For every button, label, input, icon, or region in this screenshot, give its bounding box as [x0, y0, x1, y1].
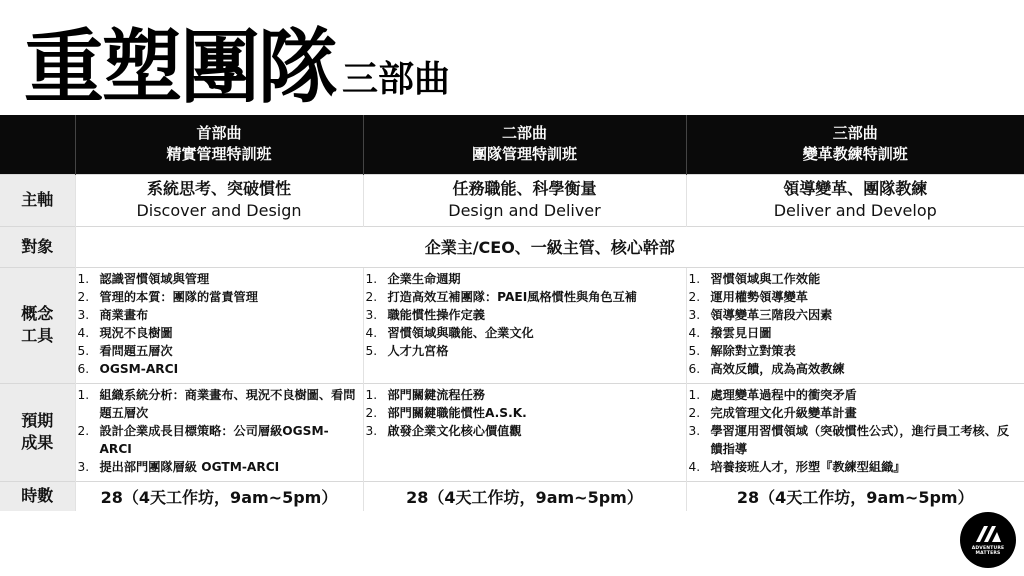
axis-cell-1: 系統思考、突破慣性 Discover and Design [75, 174, 363, 226]
list-item-number: 4. [688, 325, 701, 340]
program-comparison-table [0, 115, 1024, 511]
list-item-text: 處理變革過程中的衝突矛盾 [710, 387, 857, 402]
list-item-number: 1. [688, 271, 701, 286]
list-item-number: 3. [688, 307, 701, 322]
list-item [76, 342, 363, 360]
list-item-text: 職能慣性操作定義 [387, 307, 485, 322]
list-item [76, 324, 363, 342]
list-item-number: 2. [77, 423, 90, 438]
list-item-number: 5. [77, 343, 90, 358]
list-item-text: 習慣領域與工作效能 [710, 271, 821, 286]
axis-cell-2: 任務職能、科學衡量 Design and Deliver [363, 174, 686, 226]
list-item-text: 設計企業成長目標策略：公司層級OGSM-ARCI [99, 423, 329, 456]
row-label-hours: 時數 [0, 481, 75, 511]
concept-cell-1 [75, 267, 363, 383]
list-item [76, 386, 363, 422]
list-item-text: 組織系統分析：商業畫布、現況不良樹圖、看問題五層次 [99, 387, 356, 420]
list-item-number: 6. [77, 361, 90, 376]
table-row-hours [0, 481, 1024, 511]
list-item-text: 企業生命週期 [387, 271, 461, 286]
list-item-text: 提出部門團隊層級 OGTM-ARCI [99, 459, 280, 474]
result-cell-1 [75, 383, 363, 481]
list-item [364, 404, 686, 422]
list-item-text: 培養接班人才，形塑『教練型組織』 [710, 459, 906, 474]
list-item-text: 撥雲見日圖 [710, 325, 772, 340]
list-item-number: 2. [688, 289, 701, 304]
table-row-target [0, 226, 1024, 267]
axis-cell-3: 領導變革、團隊教練 Deliver and Develop [686, 174, 1024, 226]
list-item-text: 解除對立對策表 [710, 343, 796, 358]
list-item [364, 386, 686, 404]
list-item-number: 2. [688, 405, 701, 420]
list-item-text: 認識習慣領域與管理 [99, 271, 210, 286]
list-item [687, 360, 1024, 378]
page-title [24, 8, 451, 114]
list-item-number: 3. [365, 423, 378, 438]
result-cell-3 [686, 383, 1024, 481]
list-item-number: 1. [365, 387, 378, 402]
row-label-concepts: 概念 工具 [0, 267, 75, 383]
list-item-text: 完成管理文化升級變革計畫 [710, 405, 857, 420]
list-item-text: 啟發企業文化核心價值觀 [387, 423, 522, 438]
adventure-matters-logo-icon [973, 524, 1003, 544]
list-item-text: 打造高效互補團隊：PAEI風格慣性與角色互補 [387, 289, 637, 304]
header-part-3: 三部曲 變革教練特訓班 [686, 115, 1024, 174]
table-row-results [0, 383, 1024, 481]
list-item-text: 部門關鍵流程任務 [387, 387, 485, 402]
list-item [76, 458, 363, 476]
table-row-concepts [0, 267, 1024, 383]
list-item [76, 422, 363, 458]
list-item-text: 領導變革三階段六因素 [710, 307, 833, 322]
list-item [687, 270, 1024, 288]
concept-cell-2 [363, 267, 686, 383]
list-item [687, 324, 1024, 342]
header-part-1: 首部曲 精實管理特訓班 [75, 115, 363, 174]
list-item-text: 運用權勢領導變革 [710, 289, 808, 304]
list-item [76, 306, 363, 324]
list-item-number: 4. [365, 325, 378, 340]
target-cell: 企業主/CEO、一級主管、核心幹部 [75, 226, 1024, 267]
list-item-text: OGSM-ARCI [99, 361, 179, 376]
row-label-target: 對象 [0, 226, 75, 267]
table-header-row [0, 115, 1024, 174]
list-item [687, 386, 1024, 404]
list-item-text: 管理的本質：團隊的當責管理 [99, 289, 258, 304]
list-item-number: 2. [77, 289, 90, 304]
list-item-text: 人才九宮格 [387, 343, 449, 358]
list-item-number: 5. [365, 343, 378, 358]
title-main: 重塑團隊 [24, 21, 336, 114]
list-item-number: 2. [365, 405, 378, 420]
list-item-number: 5. [688, 343, 701, 358]
header-corner [0, 115, 75, 174]
list-item-text: 學習運用習慣領域（突破慣性公式），進行員工考核、反饋指導 [710, 423, 1010, 456]
hours-cell-3: 28（4天工作坊，9am~5pm） [686, 481, 1024, 511]
row-label-axis: 主軸 [0, 174, 75, 226]
list-item-text: 高效反饋，成為高效教練 [710, 361, 845, 376]
hours-cell-2: 28（4天工作坊，9am~5pm） [363, 481, 686, 511]
header-part-2: 二部曲 團隊管理特訓班 [363, 115, 686, 174]
list-item [76, 270, 363, 288]
list-item-number: 3. [365, 307, 378, 322]
list-item-number: 3. [77, 307, 90, 322]
list-item-number: 1. [365, 271, 378, 286]
list-item [687, 458, 1024, 476]
list-item-number: 3. [77, 459, 90, 474]
list-item-text: 商業畫布 [99, 307, 149, 322]
list-item-text: 部門關鍵職能慣性A.S.K. [387, 405, 527, 420]
list-item [76, 360, 363, 378]
list-item [687, 404, 1024, 422]
list-item [364, 422, 686, 440]
title-sub: 三部曲 [342, 59, 451, 100]
list-item [364, 270, 686, 288]
list-item [687, 306, 1024, 324]
list-item-number: 3. [688, 423, 701, 438]
list-item-text: 看問題五層次 [99, 343, 173, 358]
list-item-number: 4. [77, 325, 90, 340]
list-item-number: 2. [365, 289, 378, 304]
list-item [364, 306, 686, 324]
list-item [76, 288, 363, 306]
list-item-number: 6. [688, 361, 701, 376]
list-item-number: 4. [688, 459, 701, 474]
list-item-text: 現況不良樹圖 [99, 325, 173, 340]
list-item [687, 288, 1024, 306]
list-item-text: 習慣領域與職能、企業文化 [387, 325, 534, 340]
concept-cell-3 [686, 267, 1024, 383]
list-item [687, 422, 1024, 458]
list-item [364, 324, 686, 342]
list-item-number: 1. [77, 271, 90, 286]
hours-cell-1: 28（4天工作坊，9am~5pm） [75, 481, 363, 511]
list-item [687, 342, 1024, 360]
result-cell-2 [363, 383, 686, 481]
adventure-matters-logo: ADVENTURE MATTERS [960, 512, 1016, 568]
table-row-axis [0, 174, 1024, 226]
list-item-number: 1. [688, 387, 701, 402]
list-item-number: 1. [77, 387, 90, 402]
list-item [364, 288, 686, 306]
row-label-results: 預期 成果 [0, 383, 75, 481]
list-item [364, 342, 686, 360]
